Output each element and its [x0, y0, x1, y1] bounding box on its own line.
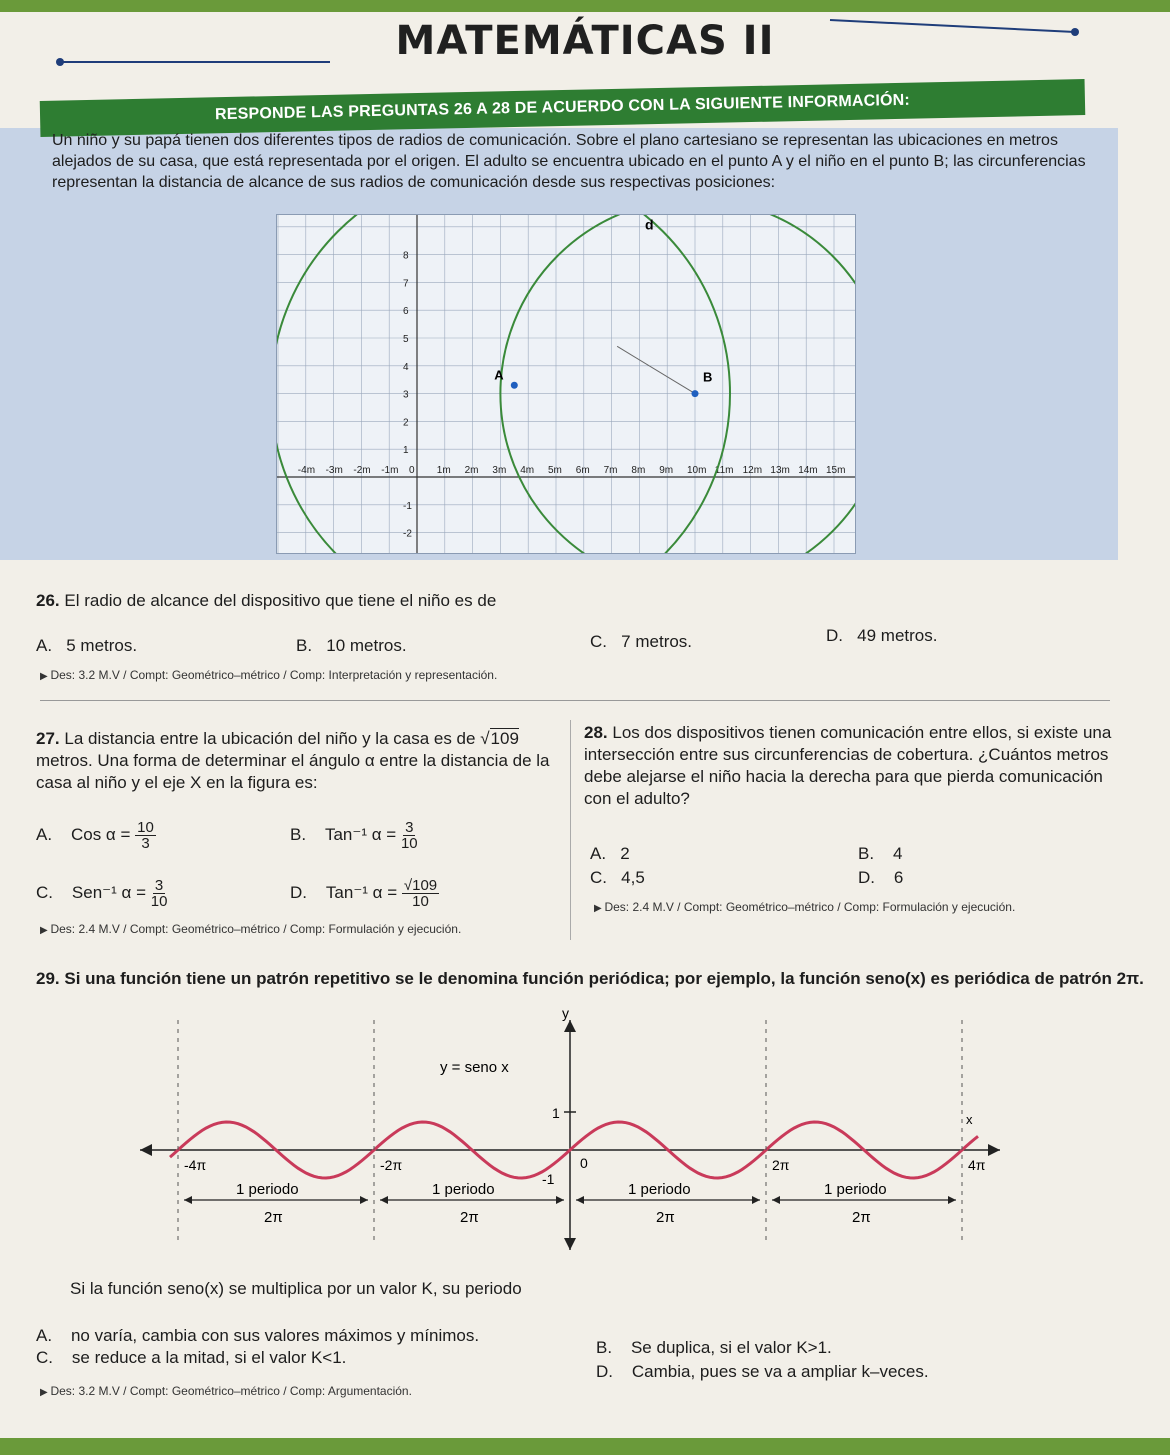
- period-arrowhead-left: [772, 1196, 780, 1204]
- x-tick-label: 13m: [770, 465, 790, 476]
- x-tick-label: -4m: [297, 465, 316, 476]
- period-arrowhead-left: [184, 1196, 192, 1204]
- page-title: MATEMÁTICAS II: [395, 18, 775, 64]
- q27-option-a[interactable]: A. Cos α = $\frac{10}{3}$: [36, 819, 154, 852]
- y-tick-label: 5: [403, 334, 409, 345]
- q29-question: [36, 968, 1144, 990]
- q29-option-a[interactable]: A. no varía, cambia con sus valores máximos y mínimos.: [36, 1326, 480, 1345]
- cartesian-svg: [277, 215, 855, 553]
- point-a-label: A: [494, 367, 504, 383]
- q27-option-c[interactable]: C. Sen⁻¹ α = $\frac{3}{10}$: [36, 877, 168, 910]
- period-value: 2π: [460, 1209, 479, 1226]
- x-tick-label: -1m: [381, 465, 399, 476]
- q26-descriptor: ▶ Des: 3.2 M.V / Compt: Geométrico–métrico / Comp: Interpretación y representación.: [40, 668, 497, 682]
- radius-line: [617, 346, 695, 393]
- y-tick-label: 2: [403, 417, 409, 429]
- period-arrowhead-left: [576, 1196, 584, 1204]
- q26-option-b[interactable]: B. 10 metros.: [296, 636, 407, 655]
- bottom-decor-bar: [0, 1438, 1170, 1455]
- q27-question: 27. La distancia entre la ubicación del niño y la casa es de √109 metros. Una forma de determinar el ángulo α entre la distancia de la casa al niño y el eje X en la figura es:: [36, 729, 550, 792]
- point-a: [511, 382, 518, 389]
- x-tick-label: 2π: [772, 1157, 790, 1173]
- x-tick-label: 10m: [687, 465, 707, 476]
- q29-number: 29.: [36, 969, 60, 988]
- y-tick-label: 6: [403, 306, 409, 318]
- q29-option-d[interactable]: D. Cambia, pues se va a ampliar k–veces.: [596, 1362, 929, 1381]
- period-arrowhead-left: [380, 1196, 388, 1204]
- child-coverage-circle: [500, 215, 855, 553]
- period-label: 1 periodo: [824, 1181, 887, 1198]
- period-value: 2π: [656, 1209, 675, 1226]
- x-axis-arrow-left: [140, 1144, 152, 1156]
- function-label: y = seno x: [440, 1059, 509, 1076]
- q27-option-b[interactable]: B. Tan⁻¹ α = $\frac{3}{10}$: [290, 819, 418, 852]
- point-b: [692, 390, 699, 397]
- period-value: 2π: [852, 1209, 871, 1226]
- x-tick-label: 5m: [548, 465, 562, 476]
- x-tick-label: -2π: [380, 1157, 403, 1173]
- x-tick-label: 4m: [520, 465, 535, 476]
- x-tick-label: -3m: [325, 465, 343, 476]
- period-arrowhead-right: [752, 1196, 760, 1204]
- period-label: 1 periodo: [628, 1181, 691, 1198]
- y-tick-label: 4: [403, 361, 409, 373]
- y-axis-label: y: [562, 1010, 569, 1021]
- q26-option-a[interactable]: A. 5 metros.: [36, 636, 138, 655]
- q28-option-b[interactable]: B. 4: [858, 844, 903, 863]
- adult-coverage-circle: [277, 215, 730, 553]
- q29-option-b[interactable]: B. Se duplica, si el valor K>1.: [596, 1338, 832, 1357]
- y-axis-arrow-down: [564, 1238, 576, 1250]
- y-tick-label: -2: [403, 528, 412, 540]
- intro-paragraph: Un niño y su papá tienen dos diferentes tipos de radios de comunicación. Sobre el plano cartesiano se representan las ubicaciones en metros alejados de su casa, que está representada por el origen. El adulto se encuentra ubicado en el punto A y el niño en el punto B; las circunferencias representan la distancia de alcance de sus radios de comunicación desde sus respectivas posiciones:: [52, 132, 1086, 191]
- label-d: d: [644, 216, 654, 233]
- x-tick-label: 2m: [464, 465, 479, 476]
- section-banner: RESPONDE LAS PREGUNTAS 26 A 28 DE ACUERDO CON LA SIGUIENTE INFORMACIÓN:: [40, 79, 1086, 137]
- sine-graph: [130, 1010, 1010, 1260]
- x-tick-label: 1m: [436, 465, 451, 476]
- q27-text-b: metros. Una forma de determinar el ángulo α entre la distancia de la casa al niño y el eje X en la figura es:: [36, 751, 550, 792]
- x-tick-label: 15m: [826, 465, 846, 476]
- minus-one-label: -1: [542, 1171, 555, 1187]
- period-arrowhead-right: [360, 1196, 368, 1204]
- column-divider: [570, 720, 571, 940]
- period-label: 1 periodo: [432, 1181, 495, 1198]
- x-tick-label: 9m: [659, 465, 674, 476]
- period-label: 1 periodo: [236, 1181, 299, 1198]
- q28-option-a[interactable]: A. 2: [590, 844, 630, 863]
- q27-option-d[interactable]: D. Tan⁻¹ α = $\frac{√109}{10}$: [290, 877, 438, 910]
- q26-question: [36, 590, 496, 612]
- q27-sqrt: 109: [490, 729, 519, 748]
- x-tick-label: 3m: [492, 465, 507, 476]
- x-tick-label: 8m: [631, 465, 646, 476]
- q26-text: El radio de alcance del dispositivo que tiene el niño es de: [64, 591, 497, 610]
- x-tick-label: 6m: [575, 465, 590, 476]
- section-divider: [40, 700, 1110, 701]
- x-axis-label: x: [966, 1112, 973, 1127]
- q29-text: Si una función tiene un patrón repetitivo se le denomina función periódica; por ejemplo, la función seno(x) es periódica de patrón 2π.: [64, 969, 1144, 988]
- x-tick-label: -2m: [353, 465, 371, 476]
- period-value: 2π: [264, 1209, 283, 1226]
- y-tick-label: 8: [403, 250, 409, 262]
- q26-option-d[interactable]: D. 49 metros.: [826, 626, 938, 645]
- x-tick-label: -4π: [184, 1157, 207, 1173]
- y-tick-label: 1: [403, 445, 409, 457]
- x-tick-label: 11m: [714, 465, 734, 476]
- q26-option-c[interactable]: C. 7 metros.: [590, 632, 693, 651]
- y-tick-label: -1: [403, 500, 412, 512]
- y-axis-arrow-up: [564, 1020, 576, 1032]
- q28-number: 28.: [584, 723, 608, 742]
- period-arrowhead-right: [556, 1196, 564, 1204]
- one-label: 1: [552, 1105, 560, 1121]
- point-b-label: B: [703, 369, 713, 385]
- q28-text: Los dos dispositivos tienen comunicación entre ellos, si existe una intersección entre sus circunferencias de cobertura. ¿Cuántos metros debe alejarse el niño hacia la derecha para que pierda comunicación con el adulto?: [584, 723, 1112, 808]
- x-tick-label: 0: [409, 465, 415, 476]
- x-tick-label: 12m: [742, 465, 763, 476]
- q29-option-c[interactable]: C. se reduce a la mitad, si el valor K<1.: [36, 1348, 347, 1367]
- x-axis-arrow-right: [988, 1144, 1000, 1156]
- q28-question: [584, 722, 1114, 810]
- period-arrowhead-right: [948, 1196, 956, 1204]
- q29-descriptor: ▶ Des: 3.2 M.V / Compt: Geométrico–métrico / Comp: Argumentación.: [40, 1384, 412, 1398]
- q26-number: 26.: [36, 591, 60, 610]
- q28-option-d[interactable]: D. 6: [858, 868, 904, 887]
- x-tick-label: 14m: [798, 465, 818, 476]
- q29-subquestion: Si la función seno(x) se multiplica por un valor K, su periodo: [70, 1279, 522, 1298]
- zero-label: 0: [580, 1155, 588, 1171]
- q27-text-a: La distancia entre la ubicación del niño y la casa es de: [64, 729, 476, 748]
- q27-descriptor: ▶ Des: 2.4 M.V / Compt: Geométrico–métrico / Comp: Formulación y ejecución.: [40, 922, 461, 936]
- q28-option-c[interactable]: C. 4,5: [590, 868, 645, 887]
- y-tick-label: 7: [403, 278, 409, 290]
- y-tick-label: 3: [403, 389, 409, 401]
- cartesian-graph: [276, 214, 856, 554]
- q28-descriptor: ▶ Des: 2.4 M.V / Compt: Geométrico–métrico / Comp: Formulación y ejecución.: [594, 900, 1015, 914]
- q27-number: 27.: [36, 729, 60, 748]
- x-tick-label: 7m: [603, 465, 618, 476]
- x-tick-label: 4π: [968, 1157, 986, 1173]
